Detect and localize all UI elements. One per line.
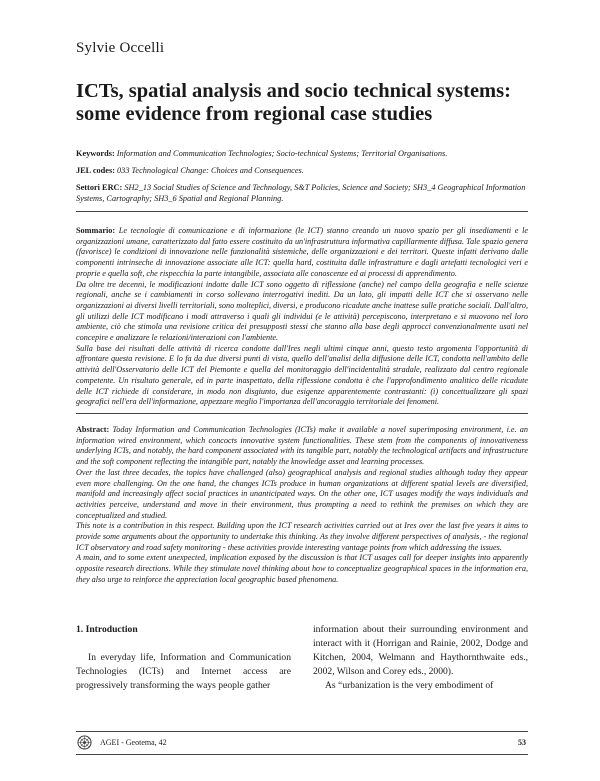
body-column-right	[313, 623, 528, 693]
abstract-paragraph: This note is a contribution in this respect. Building upon the ICT research activities carried out at Ires over the last five years it aims to provide some arguments about the opportunity to undertake this thinking. As they involve different perspectives of analysis, - the regional ICT observatory and road safety monitoring - these activities provide interesting vantage points from which addressing the issues.	[76, 521, 528, 552]
keywords-line	[76, 149, 528, 160]
sommario-label: Sommario:	[76, 226, 116, 235]
keywords-value: Information and Communication Technologies; Socio-technical Systems; Territorial Organisations.	[116, 149, 448, 158]
paper-title: ICTs, spatial analysis and socio technical systems: some evidence from regional case studies	[76, 80, 511, 125]
abstract-block	[76, 425, 528, 586]
page-number: 53	[518, 738, 526, 747]
abstract-paragraph: Today Information and Communication Technologies (ICTs) make it available a novel superimposing environment, i.e. an information wired environment, which concocts innovative system functionalities. These stem from the components of innovativeness underlying ICTs, and notably, the hard component associated with its tangible part, notably the technological artifacts and infrastructure and the soft component reflecting the intangible part, notably the knowledge asset and learning processes.	[76, 425, 528, 467]
jel-value: 033 Technological Change: Choices and Consequences.	[117, 166, 304, 175]
page-footer	[76, 731, 528, 755]
body-paragraph: As “urbanization is the very embodiment of	[325, 679, 494, 691]
body-column-left	[76, 623, 291, 693]
abstract-paragraph: Over the last three decades, the topics have challenged (also) geographical analysis and regional studies although today they appear even more challenging. On the one hand, the changes ICTs produce in human organizations at different spatial levels are diversified, manifold and increasingly affect social practices in unanticipated ways. On the other one, ICT usages modify the ways individuals and activities perceive, understand and move in their environment, thus prompting a need to rethink the premises on which they are conceptualized and studied.	[76, 467, 528, 520]
agei-logo-icon	[77, 735, 92, 750]
body-paragraph: In everyday life, Information and Communication Technologies (ICTs) and Internet access are progressively transforming the ways people gather	[76, 651, 291, 691]
divider-top	[76, 211, 528, 212]
erc-line	[76, 183, 528, 204]
author-name: Sylvie Occelli	[76, 40, 165, 56]
body-paragraph: information about their surrounding environment and interact with it (Horrigan and Rainie, 2002, Dodge and Kitchen, 2004, Welmann and Haythornthwaite eds., 2002, Wilson and Corey eds., 2000).	[313, 624, 528, 677]
keywords-label: Keywords:	[76, 149, 115, 158]
sommario-paragraph: Sulla base dei risultati delle attività di ricerca condotte dall'Ires negli ultimi cinque anni, questo testo argomenta l'opportunità di affrontare questa revisione. E lo fa da due diversi punti di vista, quello dell'analisi della diffusione delle ICT, condotta nell'ambito delle attività dell'Osservatorio delle ICT del Piemonte e quella del monitoraggio dell'incidentalità stradale, realizzato dal centro regionale competente. Un risultato generale, ed in parte inaspettato, della riflessione condotta è che l'approfondimento analitico delle ricadute delle ICT richiede di considerare, in modo non disgiunto, due esigenze apparentemente contrastanti: (i) concettualizzare gli spazi geografici nell'era dell'informazione, appezzare meglio l'importanza dell'ancoraggio territoriale dei fenomeni.	[76, 343, 528, 407]
abstract-paragraph: A main, and to some extent unexpected, implication exposed by the discussion is that ICT usages call for deeper insights into apparently opposite research directions. While they stimulate novel thinking about how to conceptualize geographical spaces in the information era, they also urge to reinforce the appreciation local geographic based phenomena.	[76, 553, 528, 584]
erc-label: Settori ERC:	[76, 183, 123, 192]
section-heading: 1. Introduction	[76, 624, 138, 635]
jel-line	[76, 166, 528, 177]
sommario-paragraph: Da oltre tre decenni, le modificazioni indotte dalle ICT sono oggetto di riflessione (anche) nel campo della geografia e nelle scienze regionali, anche se i cambiamenti in corso sollevano interrogativi inediti. Da un lato, gli impatti delle ICT che si osservano nelle organizzazioni ai diversi livelli territoriali, sono molteplici, diversi, e producono ricadute anche inattese sulle pratiche sociali. Dall'altro, gli utilizzi delle ICT modificano i modi attraverso i quali gli individui (e le attività) percepiscono, interpretano e si muovono nel loro ambiente, ciò che stimola una revisione critica dei presupposti stessi che stanno alla base degli approcci convenzionalmente usati nel concepire e analizzare le relazioni/interazioni con l'ambiente.	[76, 279, 528, 343]
erc-value: SH2_13 Social Studies of Science and Technology, S&T Policies, Science and Society; SH3_4 Geographical Information Systems, Cartography; SH3_6 Spatial and Regional Planning.	[76, 183, 526, 203]
jel-label: JEL codes:	[76, 166, 115, 175]
sommario-paragraph: Le tecnologie di comunicazione e di informazione (le ICT) stanno creando un nuovo spazio per gli insediamenti e le organizzazioni umane, caratterizzato dal fatto essere costituito da un'infrastruttura informativa capillarmente diffusa. Tale spazio genera (favorisce) le condizioni di innovazione nelle funzionalità sistemiche, delle organizzazioni e dei territori. Queste infatti derivano dalle componenti intrinseche di innovazione associate alle ICT: quella hard, costituita dalle infrastrutture e dagli artefatti tecnologici veri e proprie e quella soft, che rispecchia la parte intangibile, associata alle conoscenze ed ai processi di apprendimento.	[76, 226, 529, 278]
journal-name: AGEI - Geotema, 42	[100, 738, 167, 747]
abstract-label: Abstract:	[76, 425, 110, 434]
sommario-block	[76, 226, 528, 408]
divider-middle	[76, 413, 528, 414]
